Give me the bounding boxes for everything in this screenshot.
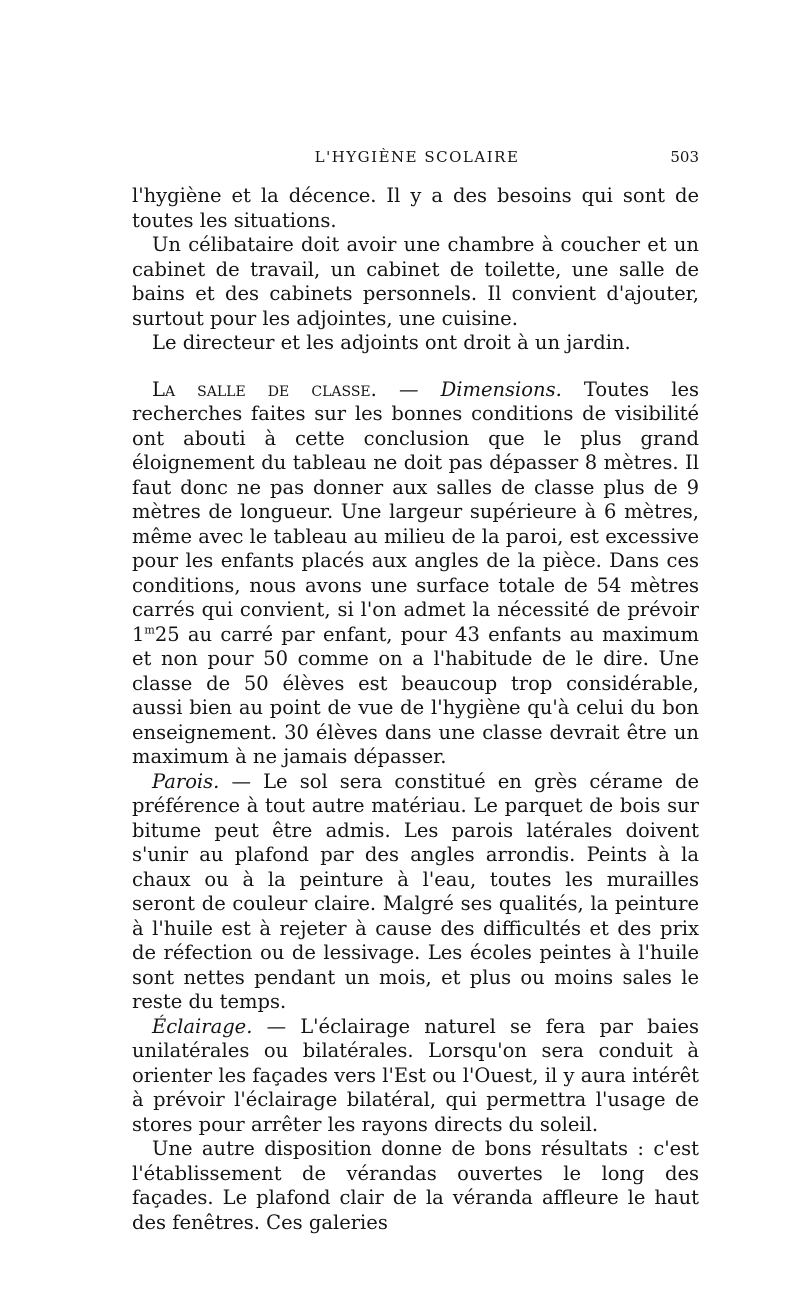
page-number: 503 <box>670 148 699 166</box>
paragraph-eclairage <box>132 1015 699 1138</box>
eclairage-text: L'éclairage naturel se fera par baies unilatérales ou bilatérales. Lorsqu'on sera conduit à orienter les façades vers l'Est ou l'Ouest, il y aura intérêt à prévoir l'éclairage bilatéral, qui permettra l'usage de stores pour arrêter les rayons directs du soleil. <box>132 1014 699 1136</box>
dimensions-text-a: Toutes les recherches faites sur les bonnes conditions de visibilité ont abouti à cette conclusion que le plus grand éloignement du tableau ne doit pas dépasser 8 mètres. Il faut donc ne pas donner aux salles de classe plus de 9 mètres de longueur. Une largeur supérieure à 6 mètres, même avec le tableau au milieu de la paroi, est excessive pour les enfants placés aux angles de la pièce. Dans ces conditions, nous avons une surface totale de 54 mètres carrés qui convient, si l'on admet la nécessité de prévoir 1 <box>132 377 699 646</box>
subheading-parois: Parois. <box>152 769 220 793</box>
section-title-salle-de-classe: La salle de classe. <box>152 377 377 401</box>
paragraph-celibataire: Un célibataire doit avoir une chambre à coucher et un cabinet de travail, un cabinet de toilette, une salle de bains et des cabinets personnels. Il convient d'ajouter, surtout pour les adjointes, une cuisine. <box>132 233 699 330</box>
paragraph-dimensions <box>132 378 699 770</box>
subheading-dimensions: Dimensions. <box>440 377 562 401</box>
unit-superscript: m <box>144 623 155 636</box>
dash: — <box>252 1014 301 1038</box>
dimensions-text-b: 25 au carré par enfant, pour 43 enfants au maximum et non pour 50 comme on a l'habitude de le dire. Une classe de 50 élèves est beaucoup trop considérable, aussi bien au point de vue de l'hygiène qu'à celui du bon enseignement. 30 élèves dans une classe devrait être un maximum à ne jamais dépasser. <box>132 622 699 768</box>
dash: — <box>376 377 441 401</box>
parois-text: Le sol sera constitué en grès cérame de préférence à tout autre matériau. Le parquet de bois sur bitume peut être admis. Les parois latérales doivent s'unir au plafond par des angles arrondis. Peints à la chaux ou à la peinture à l'eau, toutes les murailles seront de couleur claire. Malgré ses qualités, la peinture à l'huile est à rejeter à cause des difficultés et des prix de réfection ou de lessivage. Les écoles peintes à l'huile sont nettes pendant un mois, et plus ou moins sales le reste du temps. <box>132 769 699 1013</box>
paragraph-parois <box>132 770 699 1015</box>
paragraph-verandas: Une autre disposition donne de bons résultats : c'est l'établissement de vérandas ouvertes le long des façades. Le plafond clair de la véranda affleure le haut des fenêtres. Ces galeries <box>132 1137 699 1234</box>
text-block <box>132 184 699 1235</box>
paragraph-hygiene: l'hygiène et la décence. Il y a des besoins qui sont de toutes les situations. <box>132 184 699 232</box>
running-title: L'HYGIÈNE SCOLAIRE <box>314 148 520 166</box>
dash: — <box>219 769 264 793</box>
paragraph-directeur: Le directeur et les adjoints ont droit à un jardin. <box>152 331 631 354</box>
running-head <box>135 146 699 170</box>
subheading-eclairage: Éclairage. <box>152 1014 253 1038</box>
